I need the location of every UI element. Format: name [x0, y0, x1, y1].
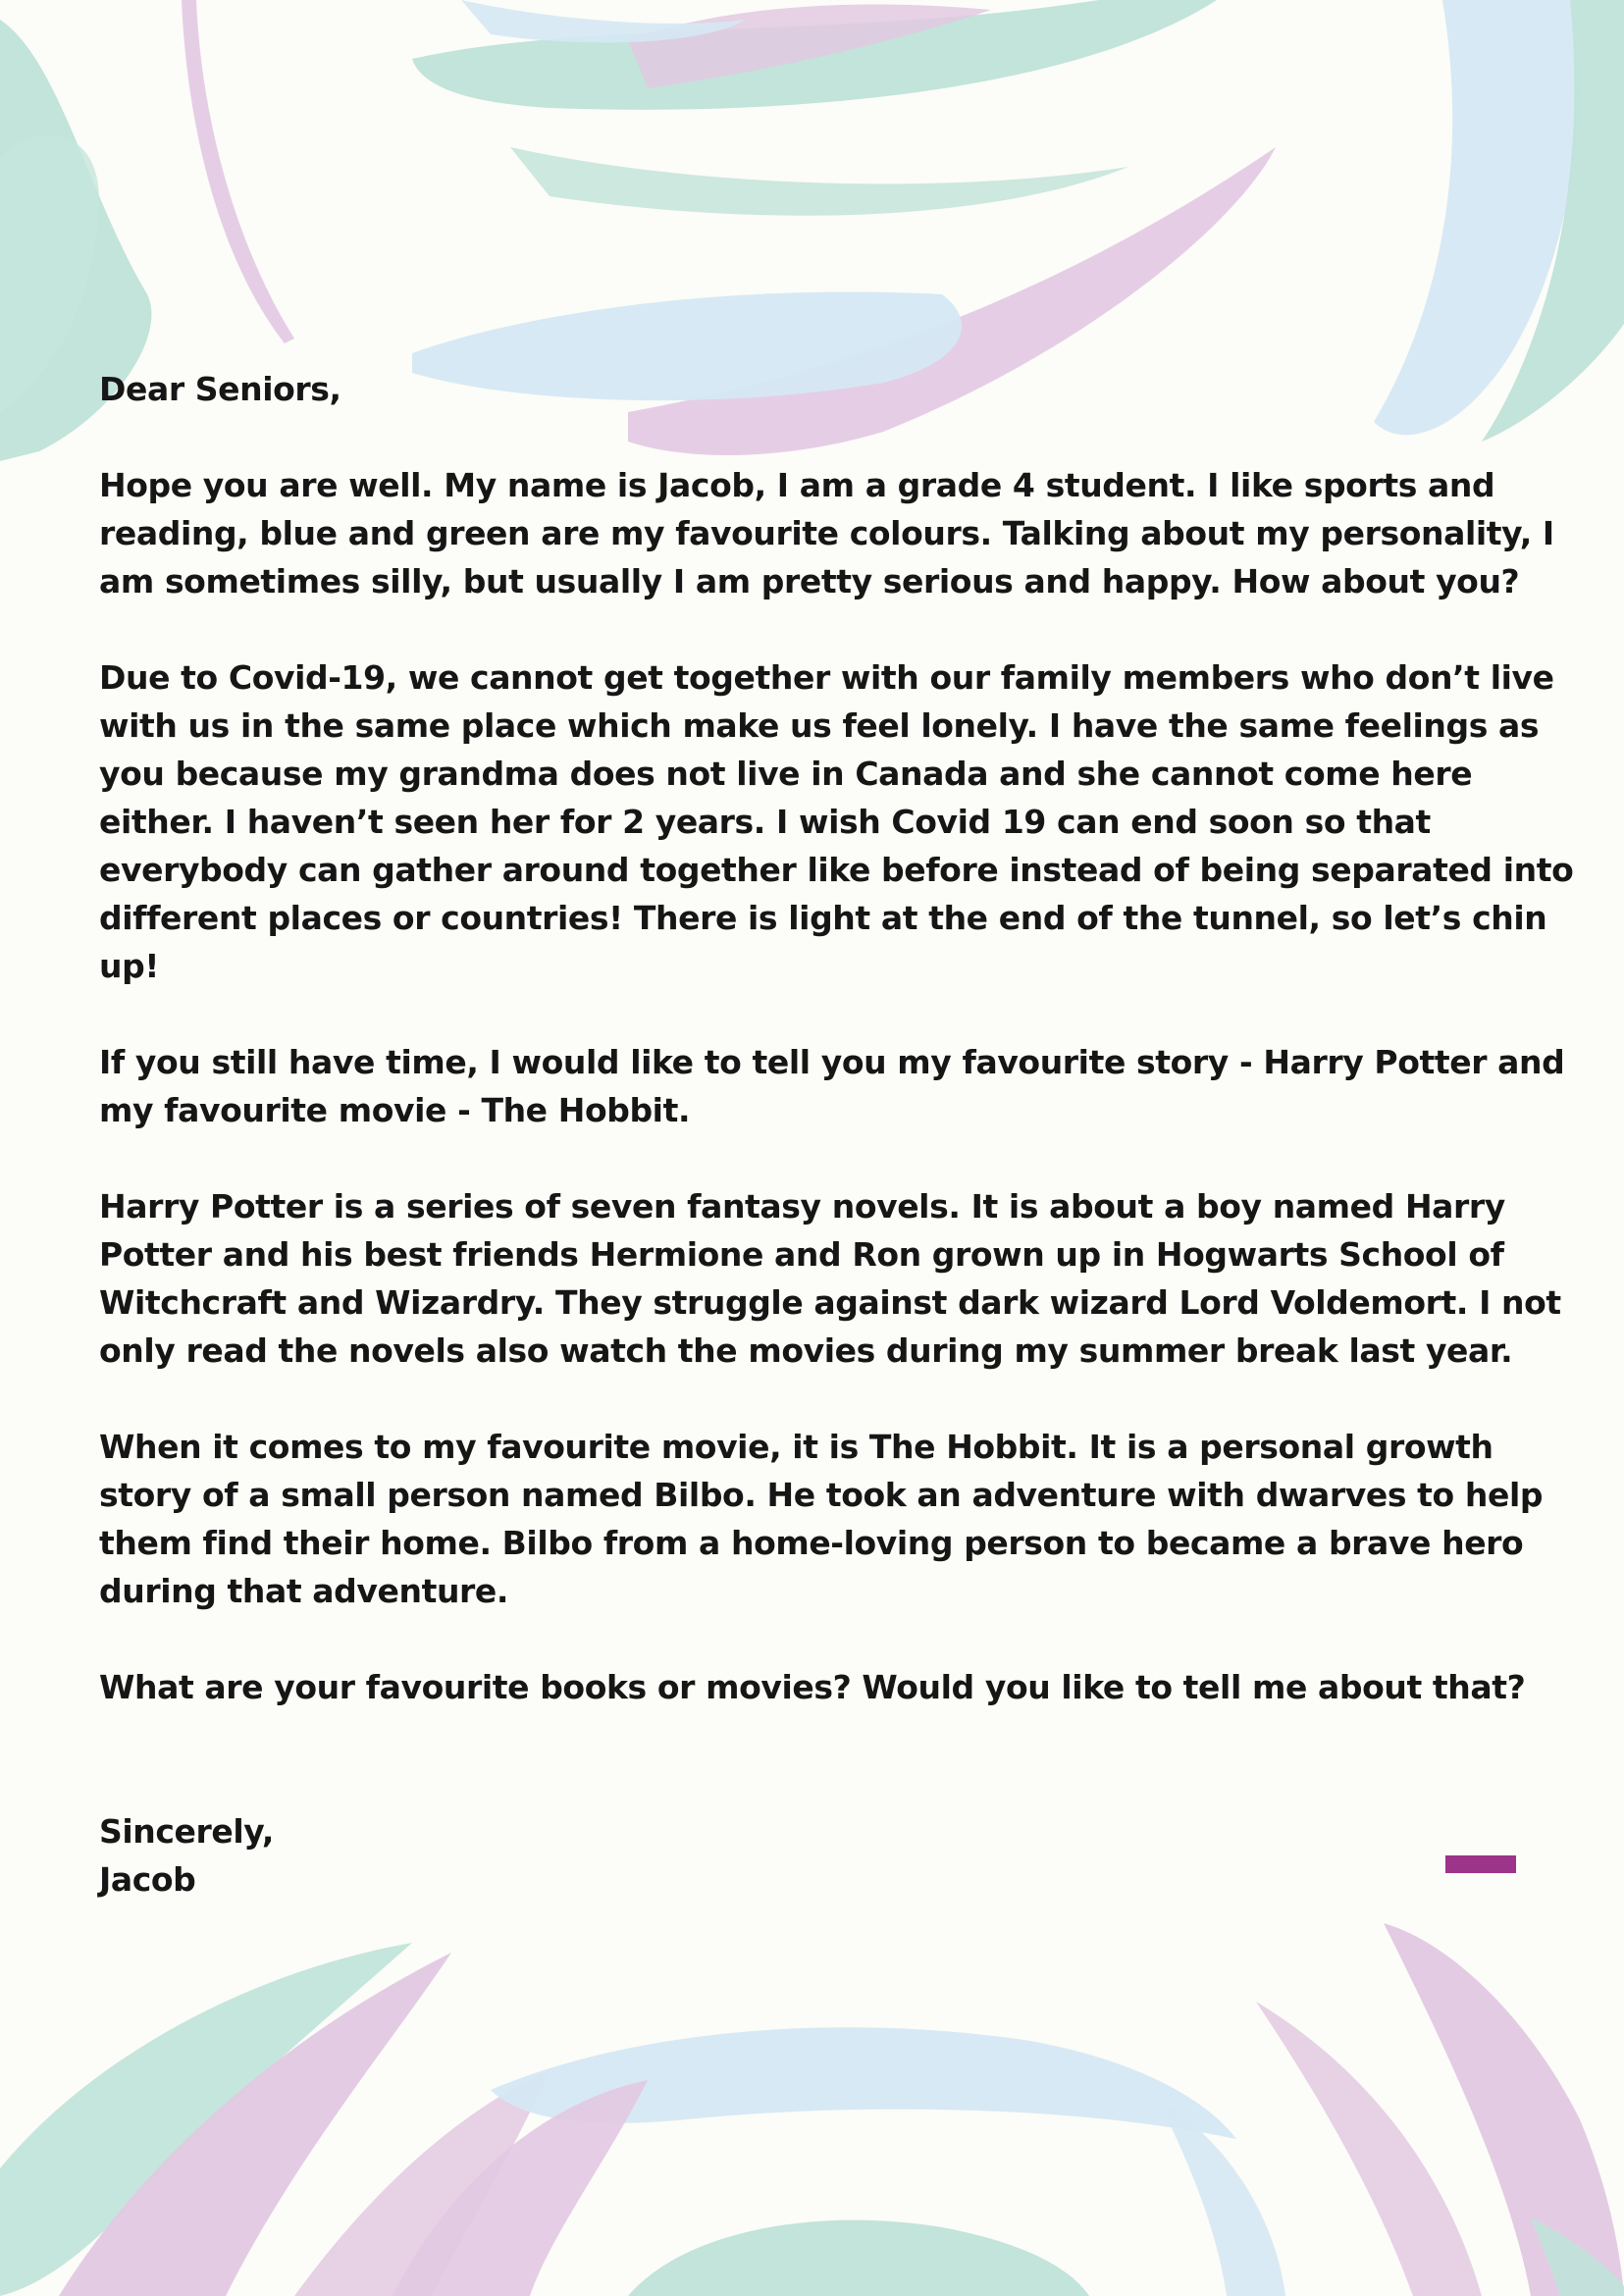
signature: Jacob: [99, 1860, 196, 1899]
paragraph-the-hobbit: When it comes to my favourite movie, it is The Hobbit. It is a personal growth story of a small person named Bilbo. He took an adventure with dwarves to help them find their home. Bilbo from a home-loving person to became a brave hero during that adventure.: [99, 1428, 1544, 1610]
paragraph-introduction: Hope you are well. My name is Jacob, I am a grade 4 student. I like sports and reading, blue and green are my favourite colours. Talking about my personality, I am sometimes silly, but usually I am pretty serious and happy. How about you?: [99, 466, 1554, 600]
salutation: Dear Seniors,: [99, 370, 341, 408]
lilac-brush-stroke-top-left: [182, 0, 294, 343]
mint-brush-stroke-bottom-center: [628, 2220, 1089, 2296]
paragraph-question: What are your favourite books or movies? Would you like to tell me about that?: [99, 1668, 1526, 1706]
mint-brush-stroke-top-center-2: [510, 147, 1128, 216]
closing: Sincerely,: [99, 1812, 274, 1851]
paragraph-covid: Due to Covid-19, we cannot get together with our family members who don’t live with us in the same place which make us feel lonely. I have the same feelings as you because my grandma does not live in Canada and she cannot come here either. I haven’t seen her for 2 years. I wish Covid 19 can end soon so that everybody can gather around together like before instead of being separated into different places or countries! There is light at the end of the tunnel, so let’s chin up!: [99, 658, 1574, 985]
paragraph-favourites-intro: If you still have time, I would like to tell you my favourite story - Harry Potter and my favourite movie - The Hobbit.: [99, 1043, 1565, 1129]
closing-block: [99, 1807, 1581, 1904]
paragraph-harry-potter: Harry Potter is a series of seven fantasy novels. It is about a boy named Harry Potter and his best friends Hermione and Ron grown up in Hogwarts School of Witchcraft and Wizardry. They struggle against dark wizard Lord Voldemort. I not only read the novels also watch the movies during my summer break last year.: [99, 1187, 1561, 1370]
letter-body: [99, 365, 1581, 1904]
